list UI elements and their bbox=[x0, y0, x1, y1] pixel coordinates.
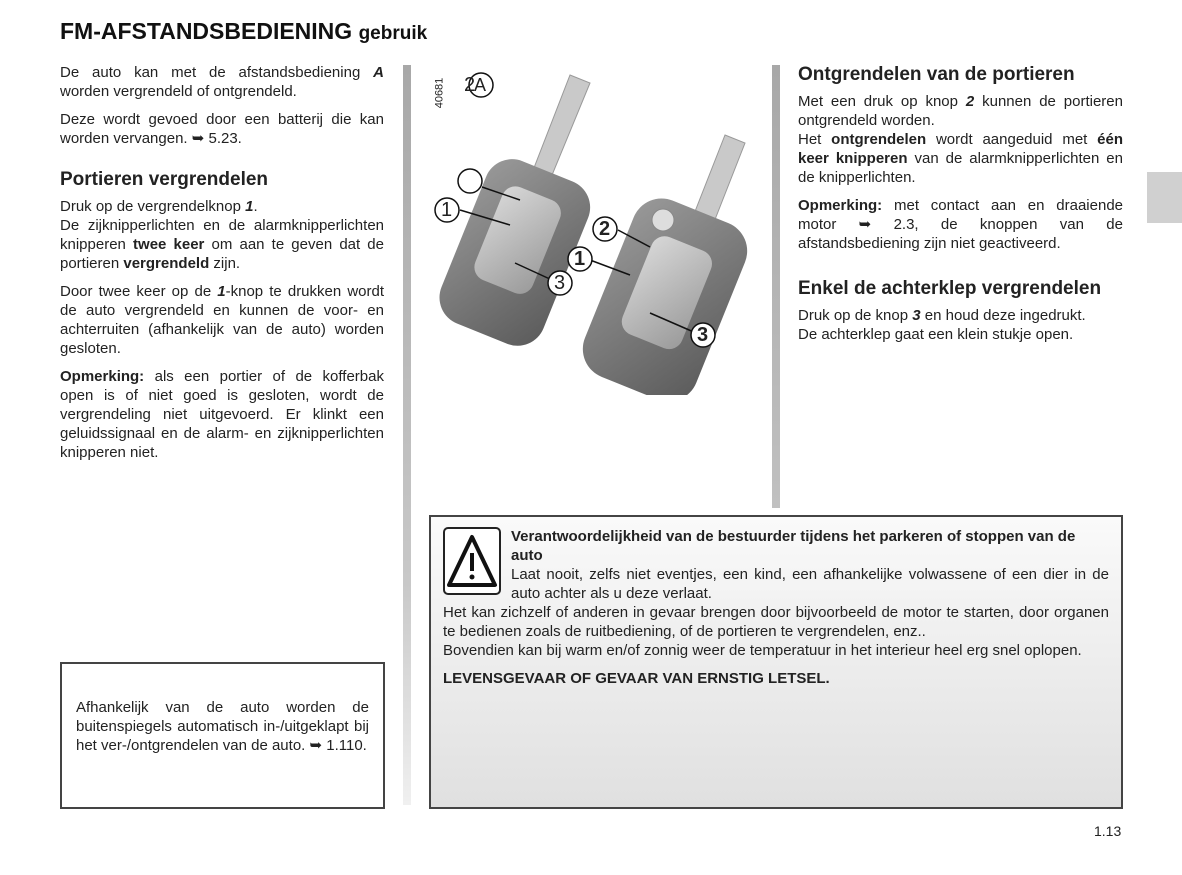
callout-2: 2 bbox=[599, 218, 611, 240]
warning-text: Bovendien kan bij warm en/of zonnig weer de temperatuur in het interieur heel erg snel oplopen. bbox=[443, 642, 1082, 659]
text: Het bbox=[798, 131, 832, 148]
warning-text: Laat nooit, zelfs niet eventjes, een kind, een afhankelijke volwassene of een dier in de auto achter als u deze verlaat. bbox=[511, 566, 1109, 602]
column-divider bbox=[403, 65, 411, 805]
figure-label: A bbox=[474, 75, 487, 95]
text: ontgrendelen bbox=[831, 131, 927, 148]
paragraph bbox=[798, 306, 1123, 325]
chapter-tab bbox=[1147, 172, 1182, 223]
text: 1 bbox=[217, 283, 226, 300]
figure-reference: 40681 bbox=[433, 77, 446, 109]
callout-3: 3 bbox=[697, 324, 709, 346]
text: Druk op de knop bbox=[798, 307, 913, 324]
text: vergrendeld bbox=[123, 255, 210, 272]
text: twee keer bbox=[133, 236, 205, 253]
title-main: FM-AFSTANDSBEDIENING bbox=[60, 18, 353, 44]
page-number: 1.13 bbox=[1094, 823, 1122, 839]
text: Opmerking: bbox=[798, 197, 883, 214]
paragraph bbox=[798, 130, 1123, 187]
text: wordt aangeduid met bbox=[926, 131, 1098, 148]
page-title bbox=[60, 18, 427, 45]
section-heading: Portieren vergrendelen bbox=[60, 169, 269, 190]
paragraph bbox=[60, 216, 384, 273]
text: en houd deze ingedrukt. bbox=[920, 307, 1086, 324]
battery-paragraph: Deze wordt gevoed door een batterij die kan worden vervangen. ➥ 5.23. bbox=[60, 111, 384, 147]
text: 2 bbox=[965, 93, 975, 110]
text: van de alarmknipperlichten en de knipperlichten. bbox=[798, 150, 1123, 186]
text: Met een druk op knop bbox=[798, 93, 966, 110]
note-text: Afhankelijk van de auto worden de buitenspiegels automatisch in-/uitgeklapt bij het ver-/ontgrendelen van de auto. ➥ 1.110. bbox=[76, 699, 369, 754]
text: als een portier of de kofferbak open is of niet goed is gesloten, wordt de vergrendeling niet uitgevoerd. Er klinkt een geluidssignaal en de alarm- en zijknipperlichten knipperen niet. bbox=[60, 368, 384, 461]
text: zijn. bbox=[209, 255, 241, 272]
text: Door twee keer op de bbox=[60, 283, 218, 300]
callout-2: 2 bbox=[464, 74, 476, 96]
text: kunnen de portieren ontgrendeld worden. bbox=[798, 93, 1123, 129]
text: . bbox=[253, 198, 258, 215]
warning-box bbox=[429, 515, 1123, 809]
text: De auto kan met de afstandsbediening bbox=[60, 64, 374, 81]
left-column bbox=[60, 63, 384, 471]
column-divider bbox=[772, 65, 780, 508]
warning-text: Het kan zichzelf of anderen in gevaar brengen door bijvoorbeeld de motor te starten, door organen te bedienen zoals de ruitbediening, of de portieren te vergrendelen, enz.. bbox=[443, 604, 1109, 640]
paragraph bbox=[798, 92, 1123, 130]
text: met contact aan en draaiende motor ➥ 2.3, de knoppen van de afstandsbediening zijn niet geactiveerd. bbox=[798, 197, 1123, 252]
title-sub: gebruik bbox=[358, 23, 428, 44]
intro-paragraph bbox=[60, 63, 384, 101]
text: één keer knipperen bbox=[798, 131, 1123, 167]
remote-keys-illustration bbox=[420, 65, 765, 395]
key-figure bbox=[420, 65, 765, 395]
warning-emphasis: LEVENSGEVAAR OF GEVAAR VAN ERNSTIG LETSEL. bbox=[443, 670, 830, 687]
text: Druk op de vergrendelknop bbox=[60, 198, 246, 215]
paragraph bbox=[60, 367, 384, 462]
warning-triangle-icon bbox=[443, 527, 501, 595]
text: worden vergrendeld of ontgrendeld. bbox=[60, 83, 297, 100]
paragraph bbox=[60, 197, 384, 216]
text: 1 bbox=[245, 198, 254, 215]
callout-1: 1 bbox=[574, 248, 586, 270]
text: De zijknipperlichten en de alarmknipperlichten knipperen bbox=[60, 217, 384, 253]
text: A bbox=[373, 64, 384, 81]
text: Opmerking: bbox=[60, 368, 145, 385]
text: om aan te geven dat de portieren bbox=[60, 236, 384, 272]
paragraph: De achterklep gaat een klein stukje open. bbox=[798, 326, 1074, 343]
paragraph bbox=[60, 282, 384, 358]
warning-title: Verantwoordelijkheid van de bestuurder tijdens het parkeren of stoppen van de auto bbox=[511, 528, 1076, 564]
text: -knop te drukken wordt de auto vergrendeld en kunnen de voor- en achterruiten (afhankelijk van de auto) worden gesloten. bbox=[60, 283, 384, 357]
paragraph bbox=[798, 196, 1123, 253]
note-box bbox=[60, 662, 385, 809]
callout-3: 3 bbox=[554, 272, 566, 294]
text: 3 bbox=[912, 307, 921, 324]
section-heading: Ontgrendelen van de portieren bbox=[798, 64, 1075, 85]
callout-1: 1 bbox=[441, 199, 453, 221]
section-heading: Enkel de achterklep vergrendelen bbox=[798, 278, 1102, 299]
flip-key bbox=[574, 135, 756, 395]
right-column bbox=[798, 63, 1123, 353]
